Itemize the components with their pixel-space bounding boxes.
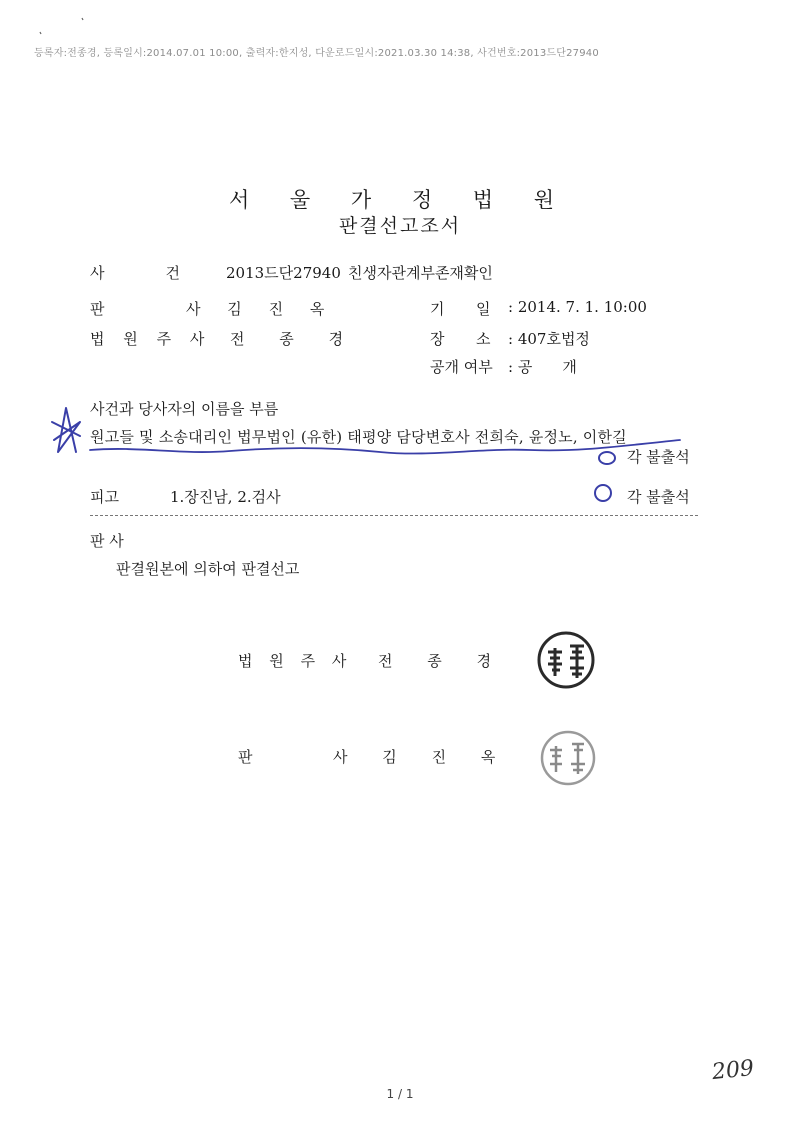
defendants-status: 각 불출석: [627, 488, 690, 506]
handwritten-circle-2: [595, 485, 611, 501]
download-metadata: 등록자:전종경, 등록일시:2014.07.01 10:00, 출력자:한지성, 다운로드일시:2021.03.30 14:38, 사건번호:2013드단27940: [34, 48, 599, 59]
plaintiffs-line: 원고들 및 소송대리인 법무법인 (유한) 태평양 담당변호사 전희숙, 윤정노, 이한길: [90, 428, 627, 446]
date-label: 기 일: [430, 300, 491, 318]
document-title: 판결선고조서: [338, 215, 462, 237]
clerk-name: 전 종 경: [230, 330, 344, 348]
sign-clerk-name: 전 종 경: [378, 652, 492, 670]
sign-clerk-label: 법 원 주 사: [238, 652, 347, 670]
court-name: 서 울 가 정 법 원: [228, 188, 572, 212]
place-value: : 407호법정: [508, 330, 590, 348]
handwritten-star-mark: [52, 408, 80, 452]
public-label: 공개 여부: [430, 358, 493, 376]
sign-judge-name: 사 김 진 옥: [333, 748, 496, 766]
case-name: 친생자관계부존재확인: [348, 264, 493, 282]
public-value: : 공 개: [508, 358, 577, 376]
judge-label: 판: [90, 300, 105, 318]
page-indicator: 1 / 1: [386, 1087, 414, 1101]
case-label: 사 건: [90, 264, 180, 282]
scan-speck: [40, 18, 83, 34]
date-value: : 2014. 7. 1. 10:00: [508, 298, 647, 316]
judge-name: 사 김 진 옥: [186, 300, 325, 318]
clerk-label: 법 원 주 사: [90, 330, 205, 348]
ruling-judge-heading: 판 사: [90, 532, 124, 550]
plaintiffs-status: 각 불출석: [627, 448, 690, 466]
defendants: 1.장진남, 2.검사: [170, 488, 281, 506]
handwritten-underline: [90, 440, 680, 454]
defendant-label: 피고: [90, 488, 119, 506]
call-line: 사건과 당사자의 이름을 부름: [90, 400, 279, 418]
sign-judge-label: 판: [238, 748, 253, 766]
place-label: 장 소: [430, 330, 491, 348]
ruling-text: 판결원본에 의하여 판결선고: [116, 560, 300, 578]
case-number: 2013드단27940: [226, 264, 341, 282]
handwritten-page-number: 209: [710, 1055, 756, 1086]
handwritten-circle-1: [599, 452, 615, 464]
